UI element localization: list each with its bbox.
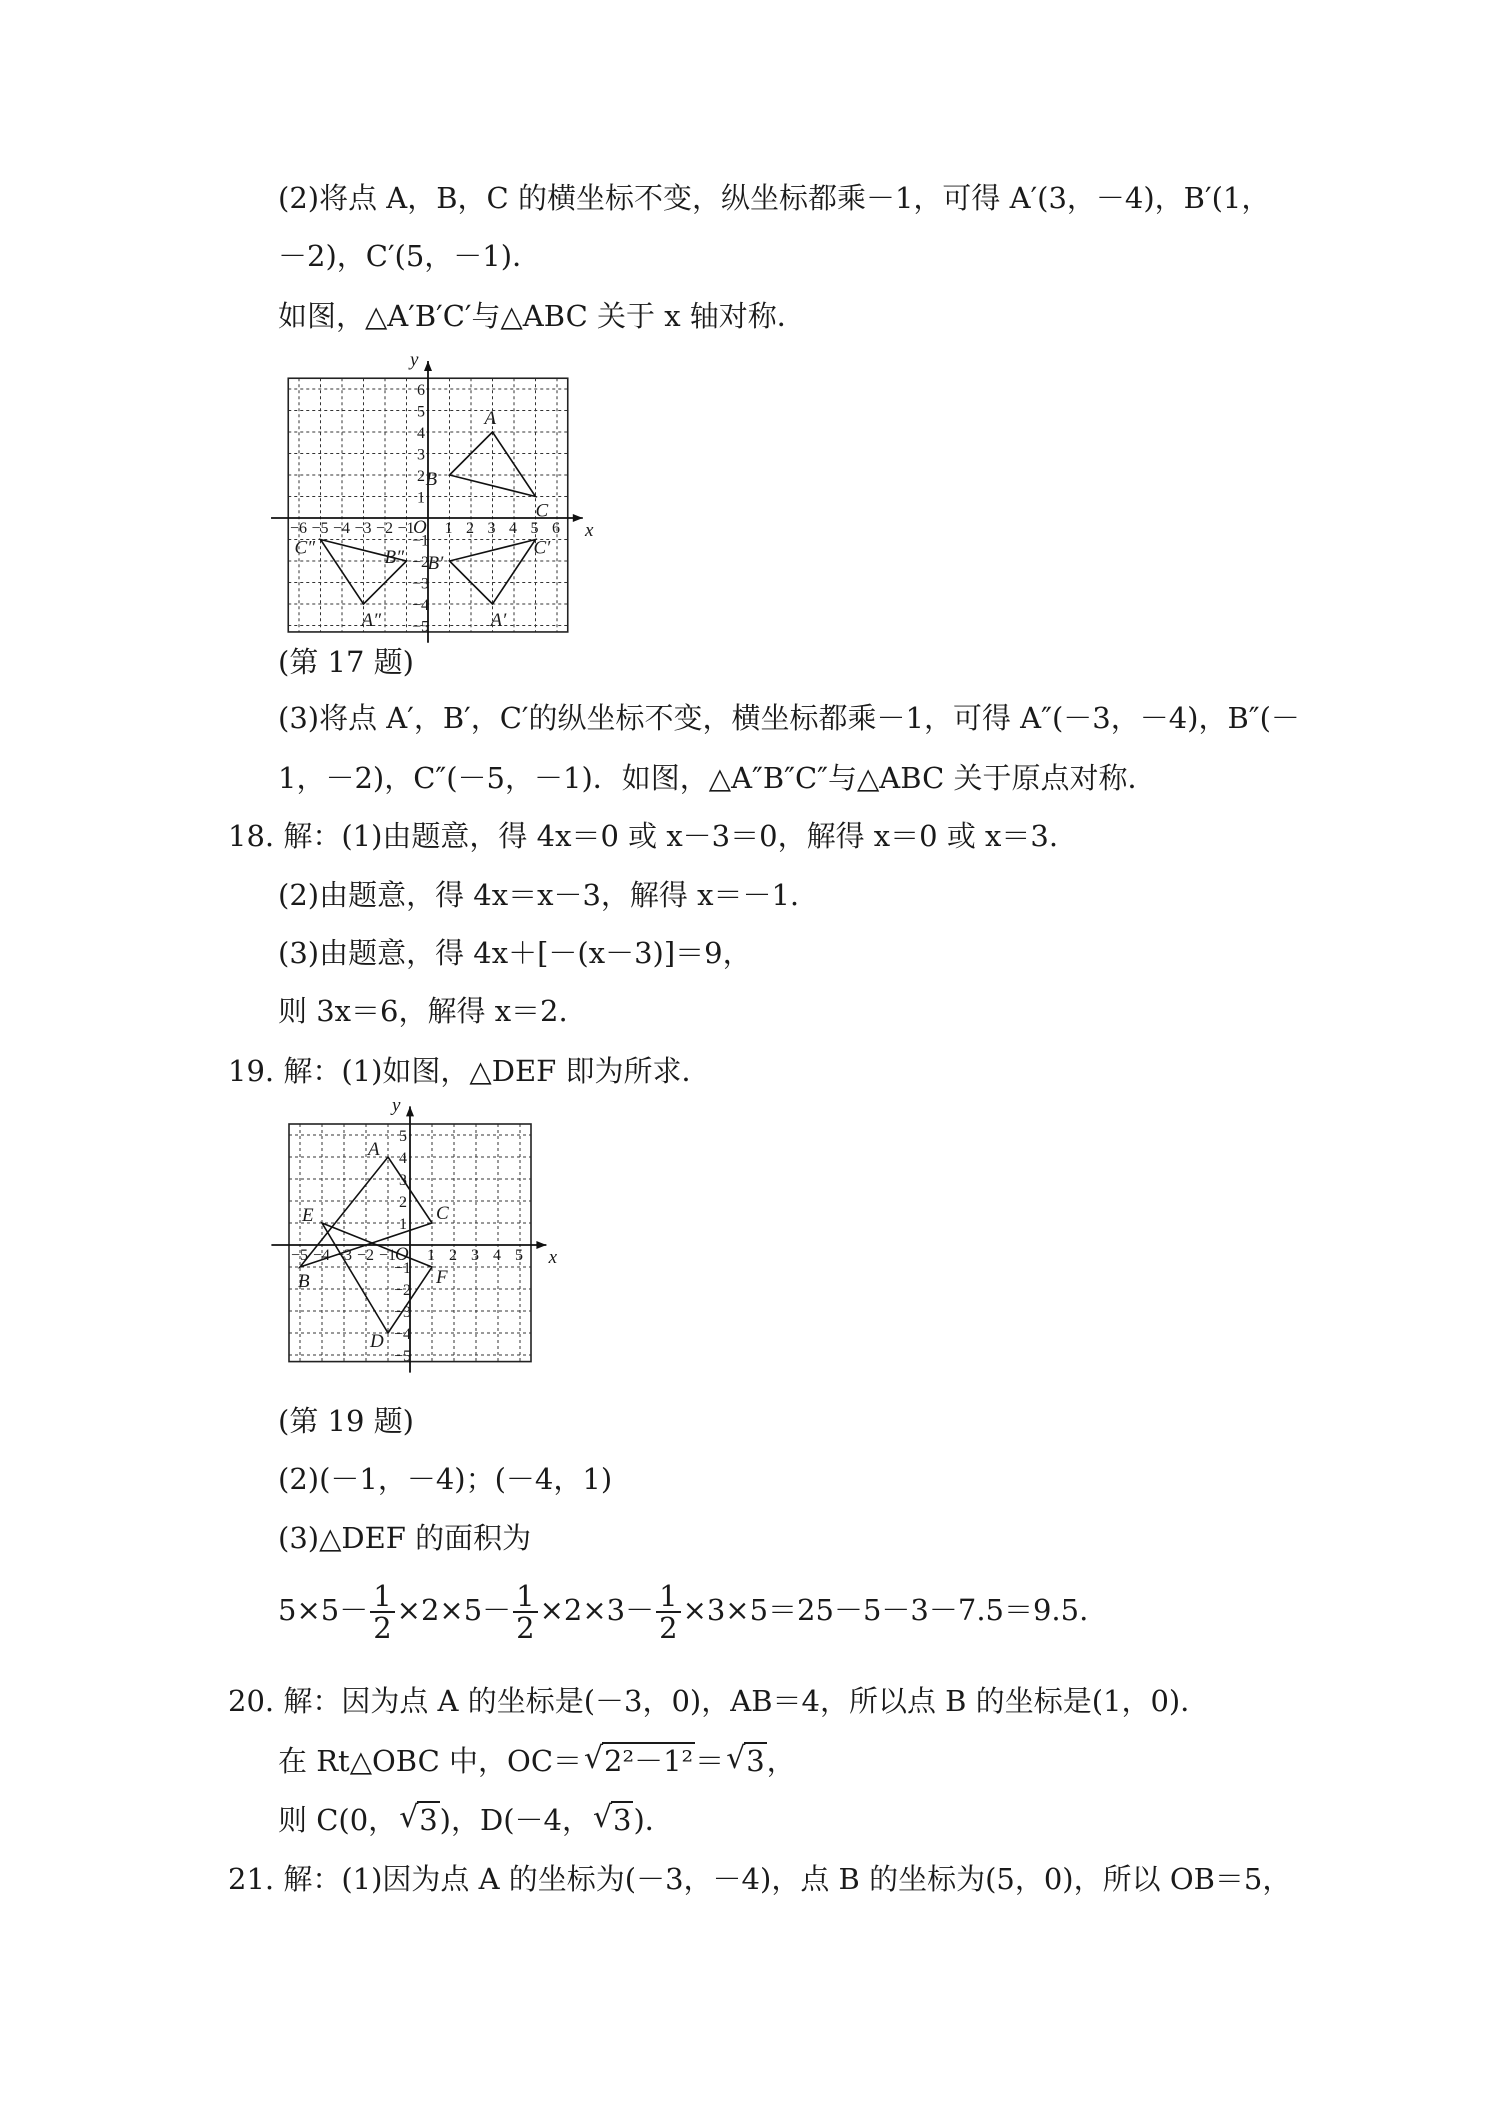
q17-p3-line1: (3)将点 A′，B′，C′的纵坐标不变，横坐标都乘－1，可得 A″(－3，－4)，B″(－: [278, 701, 1300, 735]
x-axis-label: x: [548, 1247, 558, 1268]
x-tick-label: −1: [397, 520, 415, 537]
q20-line3: 则 C(0， √ 3)，D(－4， √ 3)．: [278, 1800, 674, 1837]
calc-part-d: ×3×5＝25－5－3－7.5＝9.5.: [682, 1593, 1089, 1627]
x-tick-label: 3: [487, 520, 496, 537]
q19-caption: (第 19 题): [278, 1404, 414, 1438]
y-tick-label: −4: [394, 1326, 412, 1343]
figure-q17-coordinate-grid: [260, 349, 610, 636]
point-label: E: [302, 1205, 314, 1226]
calc-part-c: ×2×3－: [539, 1593, 655, 1627]
q18-line3: (3)由题意，得 4x＋[－(x－3)]＝9，: [278, 936, 752, 970]
y-tick-label: 5: [399, 1128, 407, 1145]
q20-line2: 在 Rt△OBC 中，OC＝ √ 2²－1²＝ √ 3，: [278, 1741, 796, 1778]
point-label: C: [535, 500, 549, 522]
q17-caption: (第 17 题): [278, 645, 414, 679]
x-tick-label: 2: [466, 520, 474, 537]
x-tick-label: 1: [427, 1247, 435, 1264]
y-tick-label: −5: [394, 1348, 412, 1365]
y-tick-label: −3: [394, 1304, 412, 1321]
y-tick-label: −5: [412, 618, 430, 636]
point-label: C: [436, 1203, 449, 1224]
y-tick-label: 3: [399, 1172, 407, 1189]
y-axis-arrow: [406, 1106, 414, 1116]
x-tick-label: 1: [444, 520, 453, 537]
y-tick-label: 6: [417, 382, 425, 399]
point-label: C″: [294, 537, 316, 559]
x-tick-label: −2: [376, 520, 394, 537]
y-axis-arrow: [424, 361, 432, 371]
point-label: B′: [427, 553, 444, 574]
figure-q19-coordinate-grid: [270, 1094, 570, 1395]
x-tick-label: −4: [313, 1247, 331, 1264]
triangle-DEF: [322, 1223, 432, 1333]
point-label: A: [484, 408, 497, 429]
x-tick-label: 4: [509, 520, 517, 537]
point-label: A′: [490, 610, 507, 631]
x-tick-label: −3: [335, 1247, 353, 1264]
y-tick-label: 3: [417, 446, 425, 464]
q19-line2: (2)(－1，－4)；(－4，1): [278, 1462, 613, 1496]
x-axis-label: x: [584, 520, 594, 541]
q17-p2-line3: 如图，△A′B′C′与△ABC 关于 x 轴对称．: [278, 299, 806, 333]
x-axis-arrow: [573, 514, 583, 522]
fraction-one-half: $\frac{1}{2}$: [370, 1581, 394, 1643]
point-label: B: [298, 1271, 310, 1292]
x-tick-label: −2: [357, 1247, 375, 1264]
x-tick-label: 4: [493, 1247, 501, 1264]
x-tick-label: 2: [449, 1247, 457, 1264]
sqrt-three: √ 3: [726, 1741, 765, 1778]
y-tick-label: 4: [417, 425, 425, 442]
q17-p3-line2: 1，－2)，C″(－5，－1)．如图，△A″B″C″与△ABC 关于原点对称．: [278, 761, 1157, 795]
fraction-one-half: $\frac{1}{2}$: [513, 1581, 537, 1643]
y-axis-label: y: [392, 1094, 401, 1116]
q20-line1: 20. 解：因为点 A 的坐标是(－3，0)，AB＝4，所以点 B 的坐标是(1，0)．: [228, 1684, 1210, 1718]
x-tick-label: 5: [515, 1247, 523, 1264]
point-label: D: [370, 1331, 384, 1352]
point-label: A: [368, 1139, 380, 1160]
point-label: C′: [533, 537, 551, 559]
point-label: B: [425, 469, 438, 490]
calc-part-b: ×2×5－: [396, 1593, 512, 1627]
y-tick-label: −1: [412, 532, 430, 550]
x-tick-label: 6: [552, 520, 560, 537]
y-tick-label: 2: [417, 468, 425, 485]
x-tick-label: −5: [311, 520, 329, 537]
q19-line1: 19. 解：(1)如图，△DEF 即为所求．: [228, 1054, 711, 1088]
point-label: F: [436, 1267, 448, 1288]
x-axis-arrow: [536, 1241, 546, 1249]
q19-area-calculation: [278, 1575, 1088, 1645]
x-tick-label: 5: [530, 520, 539, 537]
x-tick-label: −5: [291, 1247, 309, 1264]
q21-line1: 21. 解：(1)因为点 A 的坐标为(－3，－4)，点 B 的坐标为(5，0)，所以 OB＝5，: [228, 1862, 1292, 1896]
x-tick-label: −3: [354, 520, 372, 537]
point-label: B″: [384, 547, 405, 568]
q18-line2: (2)由题意，得 4x＝x－3，解得 x＝－1.: [278, 878, 800, 912]
y-tick-label: −2: [394, 1282, 412, 1299]
y-tick-label: −1: [394, 1260, 412, 1277]
x-tick-label: 3: [471, 1247, 479, 1264]
q19-line3: (3)△DEF 的面积为: [278, 1521, 532, 1555]
y-axis-label: y: [410, 349, 419, 371]
q17-p2-line1: (2)将点 A，B，C 的横坐标不变，纵坐标都乘－1，可得 A′(3，－4)，B′(1，: [278, 181, 1271, 215]
y-tick-label: 1: [417, 489, 425, 507]
y-tick-label: −3: [412, 575, 430, 593]
q18-line4: 则 3x＝6，解得 x＝2.: [278, 994, 568, 1028]
origin-label: O: [413, 517, 427, 538]
sqrt-expression: √ 2²－1²: [584, 1741, 694, 1778]
sqrt-three: √ 3: [592, 1800, 632, 1837]
y-tick-label: −4: [412, 597, 430, 614]
x-tick-label: −6: [290, 520, 308, 537]
y-tick-label: 2: [399, 1194, 407, 1211]
sqrt-three: √ 3: [399, 1800, 438, 1837]
fraction-one-half: $\frac{1}{2}$: [656, 1581, 680, 1643]
point-label: A″: [361, 610, 382, 631]
y-tick-label: 5: [417, 403, 425, 421]
q18-line1: 18. 解：(1)由题意，得 4x＝0 或 x－3＝0，解得 x＝0 或 x＝3.: [228, 819, 1059, 853]
q17-p2-line2: －2)，C′(5，－1)．: [278, 239, 542, 273]
y-tick-label: 1: [399, 1216, 407, 1233]
calc-part-a: 5×5－: [278, 1593, 369, 1627]
x-tick-label: −1: [379, 1247, 397, 1264]
y-tick-label: −2: [412, 554, 430, 571]
origin-label: O: [395, 1244, 409, 1265]
y-tick-label: 4: [399, 1150, 407, 1167]
x-tick-label: −4: [333, 520, 351, 537]
